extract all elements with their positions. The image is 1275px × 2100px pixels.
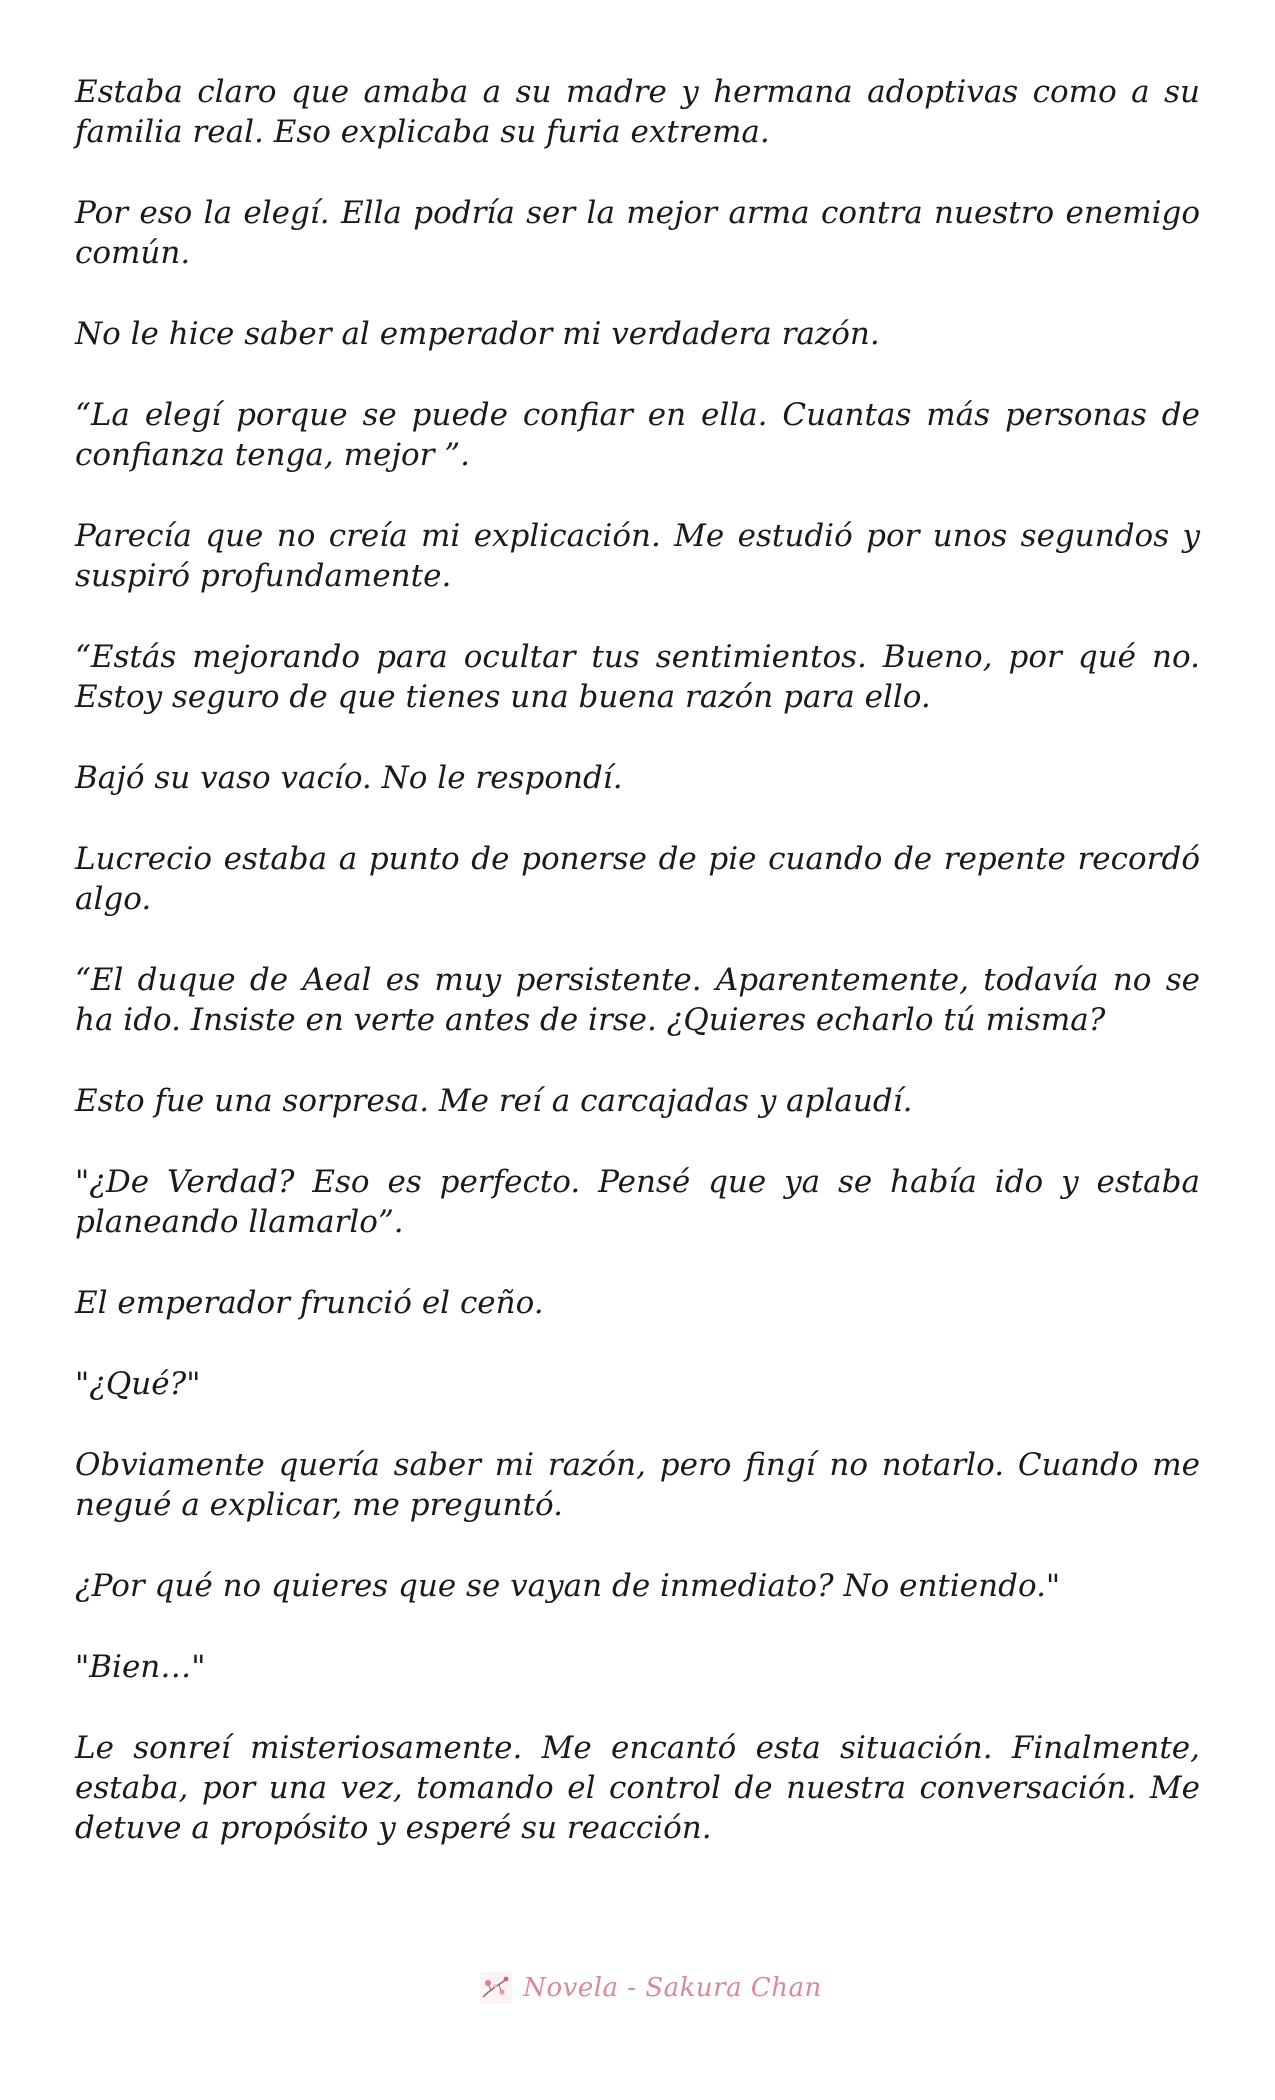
sakura-branch-icon <box>479 1971 513 2005</box>
paragraph: Bajó su vaso vacío. No le respondí. <box>75 760 623 796</box>
footer-watermark <box>0 1966 1275 2010</box>
paragraph: “Estás mejorando para ocultar tus sentimientos. Bueno, por qué no. Estoy seguro de que tienes una buena razón para ello. <box>75 639 1200 715</box>
paragraph: ¿Por qué no quieres que se vayan de inmediato? No entiendo." <box>75 1568 1061 1604</box>
paragraph: Obviamente quería saber mi razón, pero fingí no notarlo. Cuando me negué a explicar, me preguntó. <box>75 1447 1200 1523</box>
paragraph: “La elegí porque se puede confiar en ella. Cuantas más personas de confianza tenga, mejor ”. <box>75 397 1200 473</box>
paragraph: Estaba claro que amaba a su madre y hermana adoptivas como a su familia real. Eso explicaba su furia extrema. <box>75 74 1200 150</box>
paragraph: Lucrecio estaba a punto de ponerse de pie cuando de repente recordó algo. <box>75 841 1200 917</box>
paragraph: Esto fue una sorpresa. Me reí a carcajadas y aplaudí. <box>75 1083 913 1119</box>
paragraph: Parecía que no creía mi explicación. Me estudió por unos segundos y suspiró profundamente. <box>75 518 1200 594</box>
paragraph: Le sonreí misteriosamente. Me encantó esta situación. Finalmente, estaba, por una vez, tomando el control de nuestra conversación. Me detuve a propósito y esperé su reacción. <box>75 1730 1200 1846</box>
paragraph: "¿De Verdad? Eso es perfecto. Pensé que ya se había ido y estaba planeando llamarlo”. <box>75 1164 1200 1240</box>
paragraph: Por eso la elegí. Ella podría ser la mejor arma contra nuestro enemigo común. <box>75 195 1200 271</box>
footer-text: Novela - Sakura Chan <box>523 1973 822 2003</box>
paragraph: El emperador frunció el ceño. <box>75 1285 544 1321</box>
paragraph: "¿Qué?" <box>75 1366 201 1402</box>
document-body <box>75 72 1200 1889</box>
paragraph: "Bien…" <box>75 1649 206 1685</box>
paragraph: No le hice saber al emperador mi verdadera razón. <box>75 316 880 352</box>
paragraph: “El duque de Aeal es muy persistente. Aparentemente, todavía no se ha ido. Insiste en verte antes de irse. ¿Quieres echarlo tú misma? <box>75 962 1200 1038</box>
